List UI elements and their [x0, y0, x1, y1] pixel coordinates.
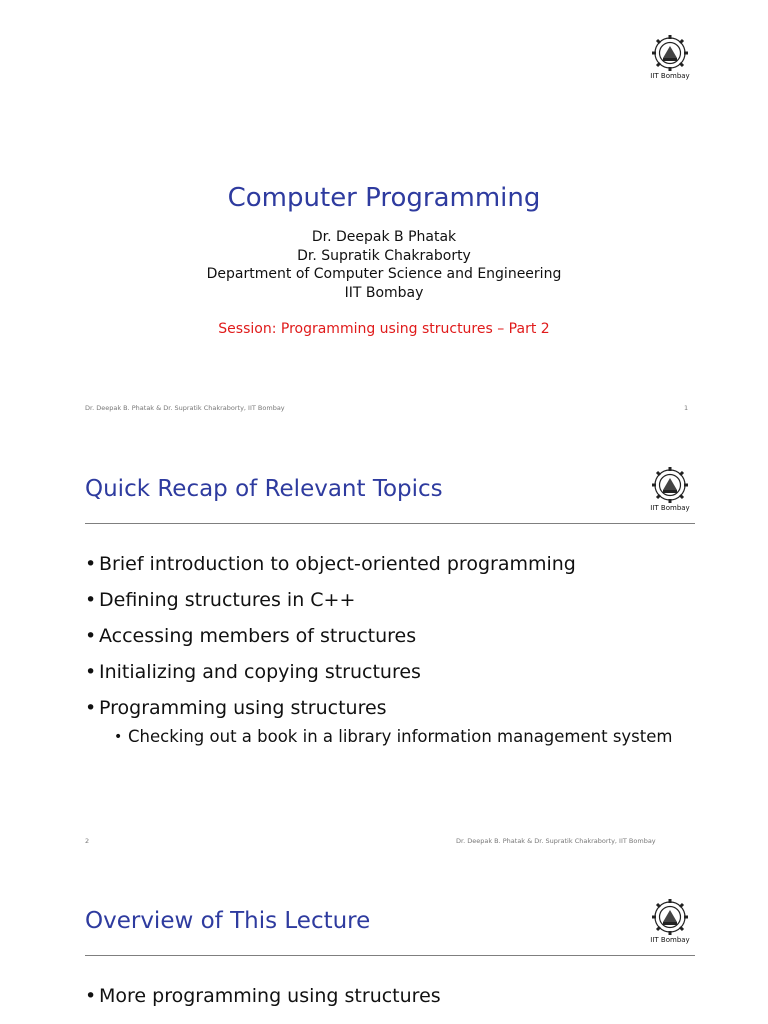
bullet-item: • Brief introduction to object-oriented programming — [85, 552, 576, 588]
logo-caption: IIT Bombay — [650, 936, 690, 944]
slide-title: Overview of This Lecture — [85, 908, 371, 934]
title-rule — [85, 955, 695, 956]
cropped-text-line — [130, 1018, 640, 1024]
session-title: Session: Programming using structures – Part 2 — [218, 321, 550, 337]
iit-bombay-logo — [645, 898, 695, 945]
author-1: Dr. Deepak B Phatak — [311, 229, 457, 245]
iit-bombay-emblem-icon — [650, 898, 690, 936]
page-number: 1 — [684, 404, 689, 412]
bullet-item: • Programming using structures — [85, 696, 576, 732]
iit-bombay-emblem-icon — [650, 466, 690, 504]
author-2: Dr. Supratik Chakraborty — [297, 248, 471, 264]
bullet-item: • More programming using structures — [85, 984, 441, 1020]
iit-bombay-logo — [645, 466, 695, 513]
institute: IIT Bombay — [344, 285, 424, 301]
slide-title: Quick Recap of Relevant Topics — [85, 476, 443, 502]
bullet-item: • Defining structures in C++ — [85, 588, 576, 624]
page-number: 2 — [85, 837, 90, 845]
bullet-item: • Initializing and copying structures — [85, 660, 576, 696]
iit-bombay-emblem-icon — [650, 34, 690, 72]
footer-credit: Dr. Deepak B. Phatak & Dr. Supratik Chakraborty, IIT Bombay — [456, 837, 656, 845]
bullet-item: • Accessing members of structures — [85, 624, 576, 660]
logo-caption: IIT Bombay — [650, 72, 690, 80]
slide-3 — [0, 864, 768, 1024]
bullet-list — [85, 984, 441, 1020]
bullet-list — [85, 552, 576, 732]
sub-bullet-item: • Checking out a book in a library information management system — [114, 725, 674, 749]
iit-bombay-logo — [645, 34, 695, 81]
sub-bullet-list — [114, 725, 674, 749]
title-rule — [85, 523, 695, 524]
slide-2 — [0, 432, 768, 864]
department: Department of Computer Science and Engineering — [206, 266, 562, 282]
logo-caption: IIT Bombay — [650, 504, 690, 512]
presentation-title: Computer Programming — [227, 183, 541, 213]
footer-credit: Dr. Deepak B. Phatak & Dr. Supratik Chakraborty, IIT Bombay — [85, 404, 285, 412]
slide-1 — [0, 0, 768, 432]
